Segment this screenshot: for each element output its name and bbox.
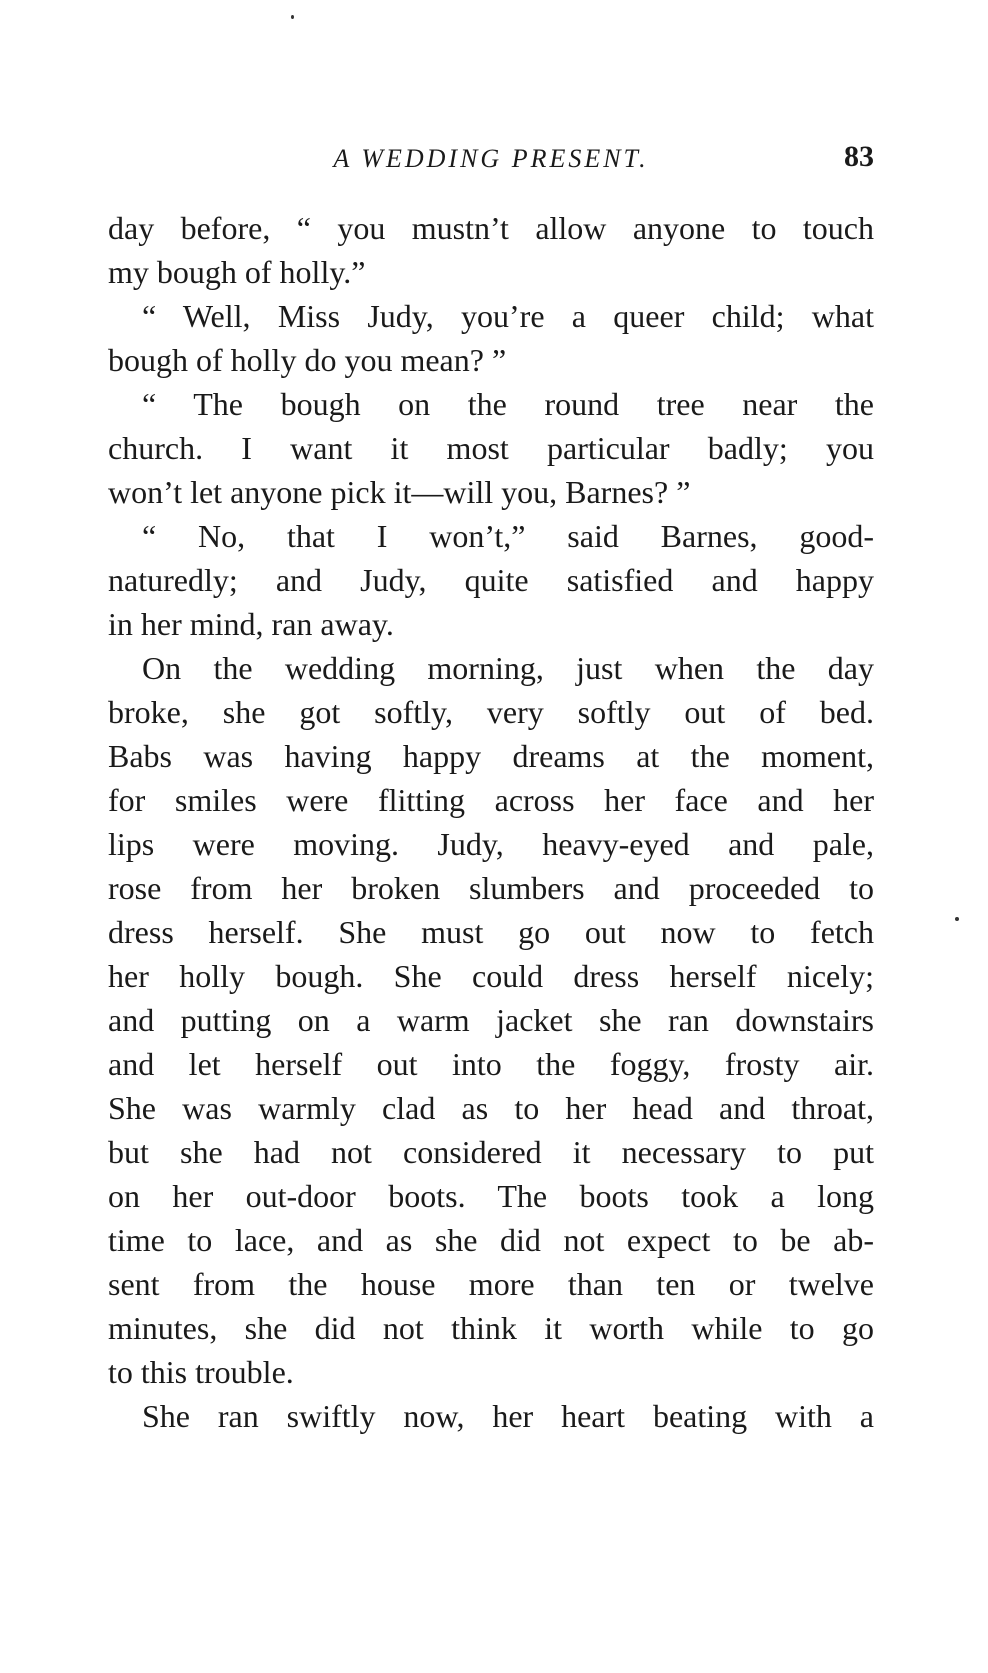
- text-line: sent from the house more than ten or twelve: [108, 1266, 874, 1302]
- text-line: her holly bough. She could dress herself nicely;: [108, 958, 874, 994]
- text-line: minutes, she did not think it worth while to go: [108, 1310, 874, 1346]
- text-line: for smiles were flitting across her face and her: [108, 782, 874, 818]
- text-line: day before, “ you mustn’t allow anyone to touch: [108, 210, 874, 246]
- page-header: [108, 140, 874, 180]
- running-title: A WEDDING PRESENT.: [333, 144, 649, 173]
- text-line: but she had not considered it necessary to put: [108, 1134, 874, 1170]
- ink-speck: [291, 15, 294, 19]
- text-line: She was warmly clad as to her head and throat,: [108, 1090, 874, 1126]
- page-number: 83: [844, 140, 874, 173]
- text-line: my bough of holly.”: [108, 254, 366, 290]
- text-line: and putting on a warm jacket she ran downstairs: [108, 1002, 874, 1038]
- text-line: broke, she got softly, very softly out of bed.: [108, 694, 874, 730]
- text-line: dress herself. She must go out now to fetch: [108, 914, 874, 950]
- text-line: on her out-door boots. The boots took a long: [108, 1178, 874, 1214]
- text-line: church. I want it most particular badly; you: [108, 430, 874, 466]
- text-line: in her mind, ran away.: [108, 606, 394, 642]
- text-line: lips were moving. Judy, heavy-eyed and pale,: [108, 826, 874, 862]
- text-line: Babs was having happy dreams at the moment,: [108, 738, 874, 774]
- text-line: rose from her broken slumbers and proceeded to: [108, 870, 874, 906]
- text-line: to this trouble.: [108, 1354, 294, 1390]
- text-line: bough of holly do you mean? ”: [108, 342, 507, 378]
- text-line: and let herself out into the foggy, frosty air.: [108, 1046, 874, 1082]
- text-line: She ran swiftly now, her heart beating with a: [142, 1398, 874, 1434]
- body-text: [108, 206, 874, 1438]
- ink-speck: [955, 917, 959, 921]
- text-line: “ The bough on the round tree near the: [142, 386, 874, 422]
- text-line: On the wedding morning, just when the day: [142, 650, 874, 686]
- text-line: “ No, that I won’t,” said Barnes, good-: [142, 518, 874, 554]
- text-line: naturedly; and Judy, quite satisfied and happy: [108, 562, 874, 598]
- text-line: “ Well, Miss Judy, you’re a queer child; what: [142, 298, 874, 334]
- text-line: won’t let anyone pick it—will you, Barnes? ”: [108, 474, 691, 510]
- text-line: time to lace, and as she did not expect to be ab-: [108, 1222, 874, 1258]
